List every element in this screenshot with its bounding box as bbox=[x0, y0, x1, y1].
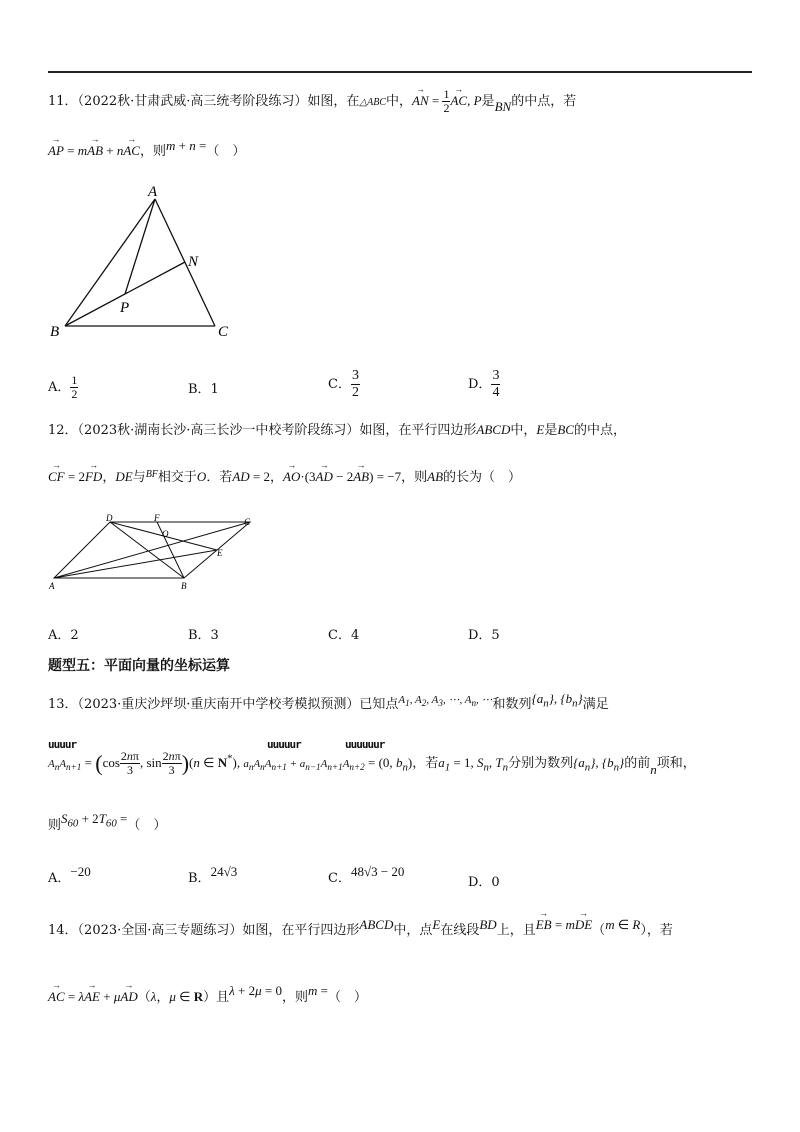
section-title: 题型五：平面向量的坐标运算 bbox=[48, 658, 230, 674]
q13-stem-line1: 13．（2023·重庆沙坪坝·重庆南开中学校考模拟预测）已知点$^{A_1, A_2, A_3, \cdots, A_n, \cdots}$和数列$\{a_n\}$, $\{b_n\}$满足 bbox=[48, 691, 609, 712]
q12-label-A: A bbox=[49, 581, 55, 591]
q12-option-a[interactable]: A．2 bbox=[48, 628, 79, 643]
q12-label-B: B bbox=[181, 581, 187, 591]
q11-option-a[interactable]: A． $\frac{1}{2}$ bbox=[48, 373, 78, 401]
q12-label-C: C bbox=[244, 517, 251, 527]
q12-option-b[interactable]: B．3 bbox=[188, 628, 219, 643]
q11-label-P: P bbox=[120, 300, 130, 316]
q13-stem-line2: $A_nA_{n+1} = (\cos$ $\frac{2n\pi}{3}$ , sin $\frac{2n\pi}{3}$ )(n ∈ N*), $a_nA_nA_{n+1} + a_{n-1}A_{n+1}A_{n+2} = (0$, $b_n$)，若$a_1 = 1$, $S_n$, $T_n$分别为数列$\{a_n\}$, $\{b_n\}$的前n项和， bbox=[48, 749, 696, 777]
q13-stem-line3: 则$S_{60} + 2T_{60}$ =（ ） bbox=[48, 811, 167, 833]
q11-option-c[interactable]: C． $\frac{3}{2}$ bbox=[328, 368, 359, 400]
q11-option-d[interactable]: D． $\frac{3}{4}$ bbox=[468, 368, 500, 400]
q14-stem-line2: → AC = λ→ AE + μ→ AD（λ，μ ∈ R）且λ + 2μ = 0，则m =（ ） bbox=[48, 986, 367, 1005]
q13-vec-mark-2: uuuuur bbox=[267, 738, 301, 751]
q12-label-O: O bbox=[162, 529, 169, 539]
q12-stem-line1: 12．（2023秋·湖南长沙·高三长沙一中校考阶段练习）如图，在平行四边形ABCD中，E是BC的中点， bbox=[48, 422, 626, 438]
q12-label-E: E bbox=[217, 548, 223, 558]
q11-label-A: A bbox=[148, 184, 158, 200]
q11-option-b[interactable]: B．1 bbox=[188, 382, 219, 397]
q13-option-c[interactable]: C．48√3 − 20 bbox=[328, 864, 405, 886]
q11-stem-line1: 11．（2022秋·甘肃武威·高三统考阶段练习）如图，在△ABC中，→ AN = $\frac{1}{2}$ → AC, P是BN的中点，若 bbox=[48, 88, 576, 115]
q13-option-b[interactable]: B．24√3 bbox=[188, 864, 238, 886]
q11-triangle-figure bbox=[40, 184, 240, 344]
header-rule bbox=[48, 71, 752, 73]
q14-stem-line1: 14．（2023·全国·高三专题练习）如图，在平行四边形ABCD中，点E在线段BD上，且→ EB = m→ DE（m ∈ R），若 bbox=[48, 919, 673, 938]
q12-parallelogram-figure bbox=[44, 512, 264, 592]
q12-option-d[interactable]: D．5 bbox=[468, 628, 500, 643]
q13-vec-mark-3: uuuuuur bbox=[345, 738, 385, 751]
q11-label-B: B bbox=[50, 324, 60, 340]
q13-option-a[interactable]: A．−20 bbox=[48, 864, 91, 886]
q11-label-C: C bbox=[218, 324, 229, 340]
q13-option-d[interactable]: D．0 bbox=[468, 875, 500, 890]
q13-vec-mark-1: uuuur bbox=[48, 738, 77, 751]
q12-stem-line2: → CF = 2→ FD，DE与$^{BF}$相交于O．若AD = 2，→ AO·(3→ AD − 2→ AB) = −7，则AB的长为（ ） bbox=[48, 466, 521, 485]
q11-stem-line2: → AP = m→ AB + n→ AC，则m + n =（ ） bbox=[48, 140, 245, 159]
q12-label-D: D bbox=[106, 513, 113, 523]
q12-label-F: F bbox=[154, 513, 160, 523]
q11-label-N: N bbox=[188, 254, 199, 270]
q12-option-c[interactable]: C．4 bbox=[328, 628, 360, 643]
